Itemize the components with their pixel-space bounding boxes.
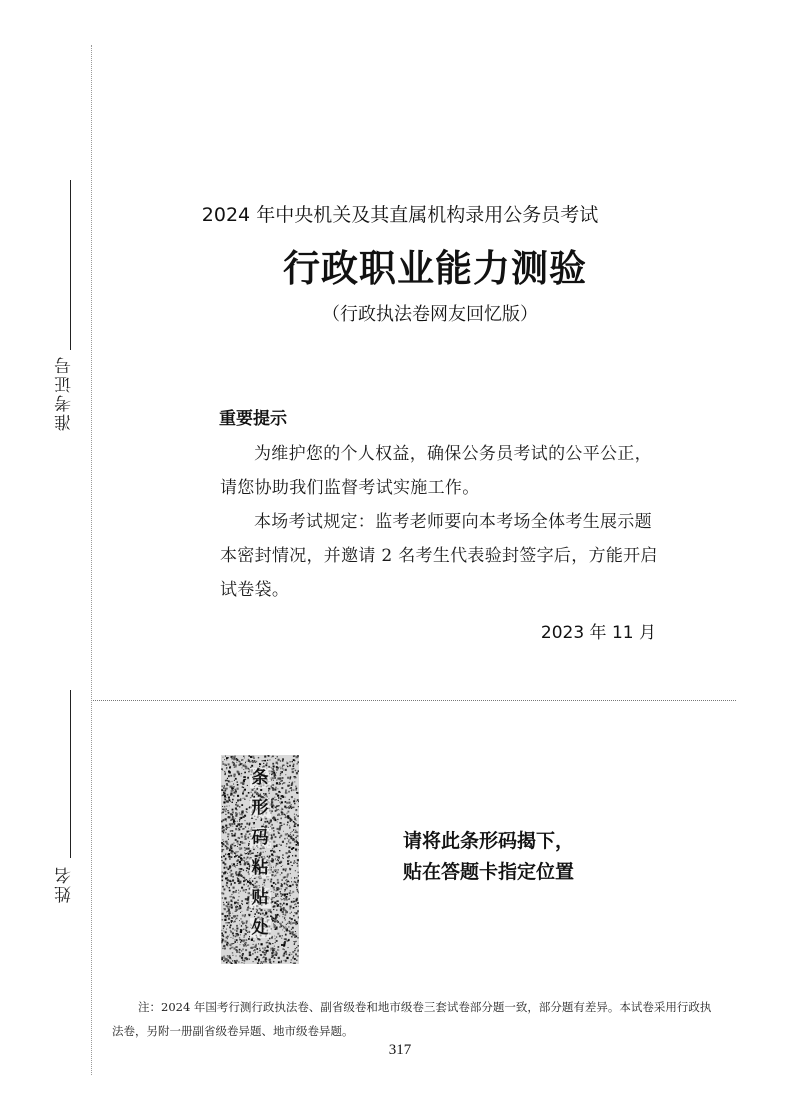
barcode-instruction-line: 请将此条形码揭下， xyxy=(403,830,575,852)
barcode-label xyxy=(221,768,299,938)
barcode-label-char: 形 xyxy=(251,798,269,818)
page-number: 317 xyxy=(388,1042,412,1058)
barcode-label-char: 码 xyxy=(251,828,269,848)
name-label: 姓名 xyxy=(55,865,75,903)
barcode-label-char: 处 xyxy=(251,918,269,938)
notice-date: 2023 年 11 月 xyxy=(540,623,656,643)
notice-paragraph-2: 本场考试规定：监考老师要向本考场全体考生展示题本密封情况，并邀请 2 名考生代表验封签字后，方能开启试卷袋。 xyxy=(220,512,658,600)
notice-heading: 重要提示 xyxy=(219,409,287,429)
cut-dotted-line xyxy=(93,700,736,701)
exam-subtitle: 2024 年中央机关及其直属机构录用公务员考试 xyxy=(201,204,599,226)
footnote: 注：2024 年国考行测行政执法卷、副省级卷和地市级卷三套试卷部分题一致，部分题有差异。本试卷采用行政执法卷，另附一册副省级卷异题、地市级卷异题。 xyxy=(112,1000,712,1038)
barcode-instruction-line: 贴在答题卡指定位置 xyxy=(403,861,575,883)
barcode-label-char: 条 xyxy=(251,768,269,788)
exam-edition: （行政执法卷网友回忆版） xyxy=(322,304,538,325)
barcode-instruction xyxy=(403,826,574,888)
barcode-label-char: 粘 xyxy=(251,858,269,878)
name-write-line xyxy=(70,690,71,858)
barcode-label-char: 贴 xyxy=(251,888,269,908)
notice-paragraph-1: 为维护您的个人权益，确保公务员考试的公平公正，请您协助我们监督考试实施工作。 xyxy=(220,444,652,498)
exam-id-label: 准考证号 xyxy=(55,355,75,431)
exam-title: 行政职业能力测验 xyxy=(283,246,587,290)
